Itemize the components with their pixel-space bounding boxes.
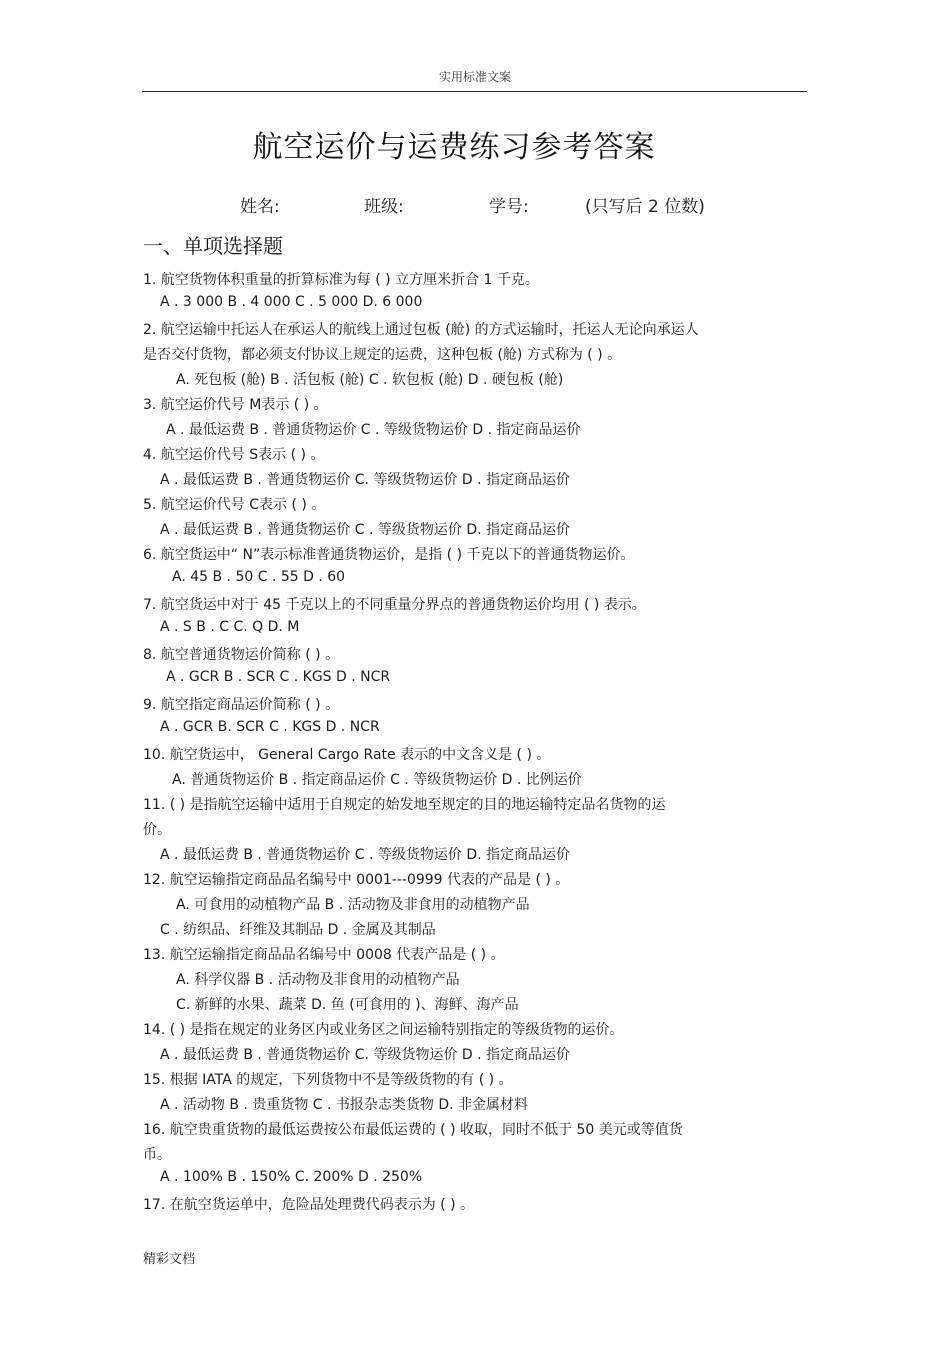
text-line: 13. 航空运输指定商品品名编号中 0008 代表产品是 ( ) 。	[143, 947, 505, 963]
text-line: 1. 航空货物体积重量的折算标准为每 ( ) 立方厘米折合 1 千克。	[143, 272, 539, 288]
name-label: 姓名:	[240, 197, 280, 217]
text-line: 2. 航空运输中托运人在承运人的航线上通过包板 (舱) 的方式运输时，托运人无论向承运人	[143, 322, 699, 338]
header-divider	[142, 91, 807, 92]
text-line: A . 最低运费 B . 普通货物运价 C. 等级货物运价 D . 指定商品运价	[160, 1047, 571, 1063]
text-line: 14. ( ) 是指在规定的业务区内或业务区之间运输特别指定的等级货物的运价。	[143, 1022, 624, 1038]
student-id-note: (只写后 2 位数)	[585, 197, 705, 217]
student-id-label: 学号:	[489, 197, 529, 217]
text-line: A. 科学仪器 B . 活动物及非食用的动植物产品	[176, 972, 460, 988]
text-line: A . 活动物 B . 贵重货物 C . 书报杂志类货物 D. 非金属材料	[160, 1097, 529, 1113]
text-line: 11. ( ) 是指航空运输中适用于自规定的始发地至规定的目的地运输特定品名货物的运	[143, 797, 666, 813]
page-title: 航空运价与运费练习参考答案	[252, 130, 656, 165]
text-line: 币。	[143, 1147, 171, 1163]
text-line: 是否交付货物，都必须支付协议上规定的运费，这种包板 (舱) 方式称为 ( ) 。	[143, 347, 622, 363]
text-line: 6. 航空货运中“ N”表示标准普通货物运价，是指 ( ) 千克以下的普通货物运价。	[143, 547, 635, 563]
text-line: A . GCR B . SCR C . KGS D . NCR	[166, 669, 391, 685]
text-line: 16. 航空贵重货物的最低运费按公布最低运费的 ( ) 收取，同时不低于 50 美元或等值货	[143, 1122, 683, 1138]
text-line: A. 45 B . 50 C . 55 D . 60	[172, 569, 346, 585]
text-line: A . 100% B . 150% C. 200% D . 250%	[160, 1169, 423, 1185]
text-line: 9. 航空指定商品运价简称 ( ) 。	[143, 697, 340, 713]
page-header: 实用标准文案	[438, 70, 511, 84]
text-line: 3. 航空运价代号 M表示 ( ) 。	[143, 397, 328, 413]
text-line: C . 纺织品、纤维及其制品 D . 金属及其制品	[160, 922, 436, 938]
text-line: 4. 航空运价代号 S表示 ( ) 。	[143, 447, 325, 463]
section-title: 一、单项选择题	[143, 234, 283, 258]
text-line: 价。	[143, 822, 171, 838]
page-footer: 精彩文档	[143, 1252, 196, 1267]
text-line: A . 最低运费 B . 普通货物运价 C. 等级货物运价 D . 指定商品运价	[160, 472, 571, 488]
class-label: 班级:	[364, 197, 404, 217]
text-line: 12. 航空运输指定商品品名编号中 0001---0999 代表的产品是 ( ) 。	[143, 872, 570, 888]
text-line: A. 普通货物运价 B . 指定商品运价 C . 等级货物运价 D . 比例运价	[172, 772, 582, 788]
text-line: 15. 根据 IATA 的规定，下列货物中不是等级货物的有 ( ) 。	[143, 1072, 513, 1088]
text-line: A . 最低运费 B . 普通货物运价 C . 等级货物运价 D . 指定商品运价	[166, 422, 581, 438]
text-line: A. 死包板 (舱) B . 活包板 (舱) C . 软包板 (舱) D . 硬包板 (舱)	[176, 372, 564, 388]
text-line: 5. 航空运价代号 C表示 ( ) 。	[143, 497, 326, 513]
text-line: A . 最低运费 B . 普通货物运价 C . 等级货物运价 D. 指定商品运价	[160, 847, 571, 863]
text-line: 7. 航空货运中对于 45 千克以上的不同重量分界点的普通货物运价均用 ( ) 表示。	[143, 597, 646, 613]
text-line: A . 最低运费 B . 普通货物运价 C . 等级货物运价 D. 指定商品运价	[160, 522, 571, 538]
text-line: A . 3 000 B . 4 000 C . 5 000 D. 6 000	[160, 294, 423, 310]
text-line: 10. 航空货运中， General Cargo Rate 表示的中文含义是 ( ) 。	[143, 747, 551, 763]
text-line: A . S B . C C. Q D. M	[160, 619, 300, 635]
text-line: A . GCR B. SCR C . KGS D . NCR	[160, 719, 380, 735]
text-line: 17. 在航空货运单中，危险品处理费代码表示为 ( ) 。	[143, 1197, 474, 1213]
text-line: A. 可食用的动植物产品 B . 活动物及非食用的动植物产品	[176, 897, 530, 913]
text-line: 8. 航空普通货物运价简称 ( ) 。	[143, 647, 340, 663]
text-line: C. 新鲜的水果、蔬菜 D. 鱼 (可食用的 )、海鲜、海产品	[176, 997, 519, 1013]
